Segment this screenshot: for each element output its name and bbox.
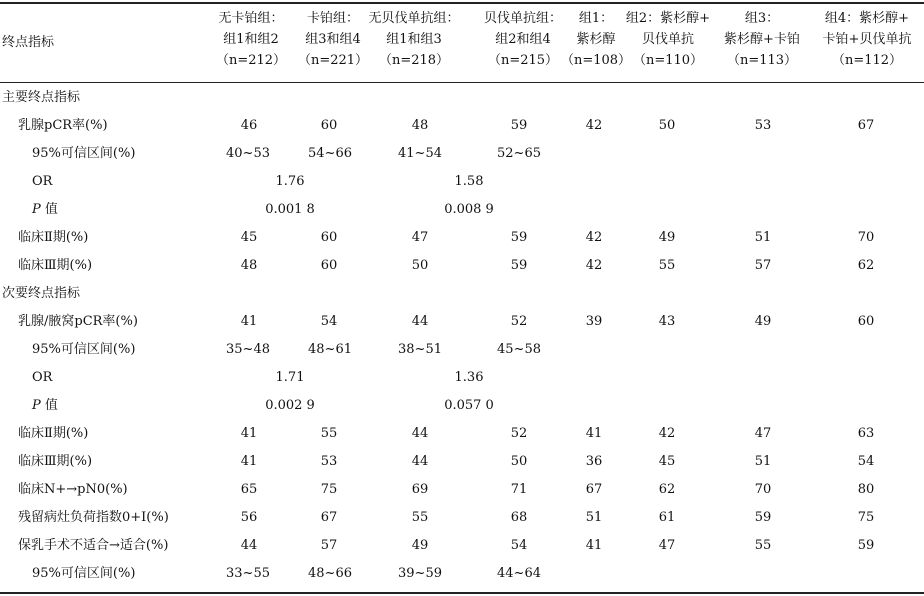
column-header-8-line-3: （n=112） [831, 53, 903, 68]
table-cell-main: 59 [857, 538, 875, 553]
table-cell-main: 49 [754, 314, 772, 329]
table-cell-main: 39 [585, 314, 603, 329]
table-cell-main: 69 [411, 482, 429, 497]
column-header-1-line-3: （n=212） [215, 53, 287, 68]
table-cell-ci: 35~48 [226, 342, 270, 357]
table-cell-main: 50 [510, 454, 528, 469]
table-cell-main: 57 [320, 538, 338, 553]
table-cell-main: 42 [585, 230, 603, 245]
table-cell-main: 54 [857, 454, 875, 469]
table-cell-main: 60 [857, 314, 875, 329]
row-label: 乳腺/腋窝pCR率(%) [18, 314, 138, 329]
row-label: 95%可信区间(%) [32, 146, 136, 161]
table-cell-main: 44 [240, 538, 258, 553]
table-cell-pair: 1.58 [454, 174, 484, 189]
column-header-3-line-2: 组1和组3 [386, 32, 442, 47]
table-cell-main: 67 [857, 118, 875, 133]
table-cell-main: 60 [320, 118, 338, 133]
column-header-6-line-3: （n=110） [632, 53, 704, 68]
table-cell-main: 67 [585, 482, 603, 497]
table-cell-ci: 33~55 [226, 566, 270, 581]
row-label: OR [32, 370, 53, 385]
table-cell-ci: 38~51 [398, 342, 442, 357]
table-cell-ci: 48~66 [308, 566, 352, 581]
row-label [32, 202, 58, 218]
table-cell-main: 47 [658, 538, 676, 553]
row-label: 临床Ⅲ期(%) [18, 258, 93, 273]
table-cell-pair: 0.008 9 [444, 202, 494, 217]
column-header-5-line-2: 紫杉醇 [576, 32, 616, 47]
table-cell-main: 42 [585, 118, 603, 133]
column-header-2-line-1: 卡铂组： [306, 11, 360, 26]
row-label: 乳腺pCR率(%) [18, 118, 108, 133]
table-cell-pair: 0.057 0 [444, 398, 494, 413]
row-label: 临床N+→pN0(%) [18, 482, 128, 497]
row-label: 临床Ⅲ期(%) [18, 454, 93, 469]
table-cell-main: 41 [585, 426, 603, 441]
table-cell-ci: 52~65 [497, 146, 541, 161]
table-cell-pair: 1.36 [454, 370, 484, 385]
column-header-2-line-3: （n=221） [297, 53, 369, 68]
table-cell-main: 49 [658, 230, 676, 245]
table-cell-main: 44 [411, 454, 429, 469]
table-cell-main: 43 [658, 314, 676, 329]
column-header-6-line-2: 贝伐单抗 [641, 32, 695, 47]
column-header-7-line-2: 紫杉醇+卡铂 [724, 32, 800, 47]
table-header-rule [0, 82, 924, 83]
table-cell-main: 47 [411, 230, 429, 245]
table-bottom-rule [0, 592, 924, 594]
table-cell-main: 52 [510, 314, 528, 329]
row-label: 保乳手术不适合→适合(%) [18, 538, 169, 553]
column-header-7-line-3: （n=113） [726, 53, 798, 68]
column-header-1-line-1: 无卡铂组： [218, 11, 284, 26]
row-label: 95%可信区间(%) [32, 566, 136, 581]
table-cell-main: 42 [585, 258, 603, 273]
table-cell-main: 44 [411, 426, 429, 441]
table-cell-main: 65 [240, 482, 258, 497]
table-cell-ci: 44~64 [497, 566, 541, 581]
table-cell-main: 51 [754, 454, 772, 469]
table-cell-pair: 1.76 [275, 174, 305, 189]
column-header-3-line-3: （n=218） [378, 53, 450, 68]
table-cell-main: 51 [585, 510, 603, 525]
table-cell-ci: 41~54 [398, 146, 442, 161]
table-cell-main: 63 [857, 426, 875, 441]
table-cell-main: 60 [320, 258, 338, 273]
header-label-endpoint: 终点指标 [2, 35, 55, 50]
table-cell-main: 71 [510, 482, 528, 497]
table-cell-main: 68 [510, 510, 528, 525]
table-cell-main: 51 [754, 230, 772, 245]
column-header-8-line-2: 卡铂+贝伐单抗 [822, 32, 912, 47]
table-cell-main: 41 [240, 314, 258, 329]
table-cell-main: 53 [320, 454, 338, 469]
column-header-4-line-1: 贝伐单抗组： [483, 11, 563, 26]
table-cell-main: 56 [240, 510, 258, 525]
column-header-7-line-1: 组3： [744, 11, 780, 26]
column-header-4-line-3: （n=215） [487, 53, 559, 68]
table-cell-pair: 0.001 8 [265, 202, 315, 217]
column-header-5-line-3: （n=108） [560, 53, 632, 68]
table-cell-ci: 45~58 [497, 342, 541, 357]
table-cell-main: 55 [754, 538, 772, 553]
table-cell-main: 49 [411, 538, 429, 553]
table-cell-main: 57 [754, 258, 772, 273]
p-symbol: P [32, 398, 41, 413]
table-cell-main: 41 [585, 538, 603, 553]
table-cell-main: 55 [320, 426, 338, 441]
row-label [32, 398, 58, 414]
table-cell-pair: 1.71 [275, 370, 305, 385]
table-cell-main: 36 [585, 454, 603, 469]
table-cell-main: 47 [754, 426, 772, 441]
p-symbol: P [32, 202, 41, 217]
table-cell-main: 48 [411, 118, 429, 133]
row-label-text: 值 [40, 202, 58, 217]
column-header-1-line-2: 组1和组2 [223, 32, 279, 47]
table-cell-main: 59 [510, 230, 528, 245]
table-cell-main: 70 [857, 230, 875, 245]
column-header-6-line-1: 组2：紫杉醇+ [625, 11, 711, 26]
table-cell-main: 67 [320, 510, 338, 525]
table-cell-main: 80 [857, 482, 875, 497]
table-cell-pair: 0.002 9 [265, 398, 315, 413]
table-cell-ci: 39~59 [398, 566, 442, 581]
table-cell-main: 70 [754, 482, 772, 497]
table-cell-main: 41 [240, 454, 258, 469]
table-cell-main: 45 [240, 230, 258, 245]
table-cell-main: 59 [510, 118, 528, 133]
table-cell-main: 59 [510, 258, 528, 273]
table-cell-ci: 48~61 [308, 342, 352, 357]
column-header-3-line-1: 无贝伐单抗组： [368, 11, 460, 26]
table-cell-main: 50 [658, 118, 676, 133]
table-cell-main: 53 [754, 118, 772, 133]
table-cell-main: 54 [320, 314, 338, 329]
table-cell-ci: 40~53 [226, 146, 270, 161]
table-cell-main: 59 [754, 510, 772, 525]
table-cell-main: 50 [411, 258, 429, 273]
column-header-2-line-2: 组3和组4 [305, 32, 361, 47]
section-title-primary: 主要终点指标 [2, 90, 81, 105]
table-cell-main: 41 [240, 426, 258, 441]
table-cell-main: 62 [658, 482, 676, 497]
row-label: 残留病灶负荷指数0+I(%) [18, 510, 169, 525]
row-label-text: 值 [40, 398, 58, 413]
table-top-rule [0, 2, 924, 4]
row-label: 临床Ⅱ期(%) [18, 230, 89, 245]
table-cell-main: 75 [857, 510, 875, 525]
table-cell-main: 61 [658, 510, 676, 525]
row-label: 临床Ⅱ期(%) [18, 426, 89, 441]
table-cell-main: 62 [857, 258, 875, 273]
column-header-4-line-2: 组2和组4 [495, 32, 551, 47]
table-cell-main: 54 [510, 538, 528, 553]
table-cell-main: 52 [510, 426, 528, 441]
table-cell-main: 42 [658, 426, 676, 441]
table-cell-main: 44 [411, 314, 429, 329]
row-label: OR [32, 174, 53, 189]
table-cell-main: 75 [320, 482, 338, 497]
table-cell-main: 45 [658, 454, 676, 469]
row-label: 95%可信区间(%) [32, 342, 136, 357]
table-cell-main: 48 [240, 258, 258, 273]
table-cell-main: 46 [240, 118, 258, 133]
column-header-5-line-1: 组1： [578, 11, 614, 26]
table-cell-main: 60 [320, 230, 338, 245]
table-cell-main: 55 [658, 258, 676, 273]
table-cell-ci: 54~66 [308, 146, 352, 161]
column-header-8-line-1: 组4：紫杉醇+ [824, 11, 910, 26]
section-title-secondary: 次要终点指标 [2, 286, 81, 301]
table-cell-main: 55 [411, 510, 429, 525]
